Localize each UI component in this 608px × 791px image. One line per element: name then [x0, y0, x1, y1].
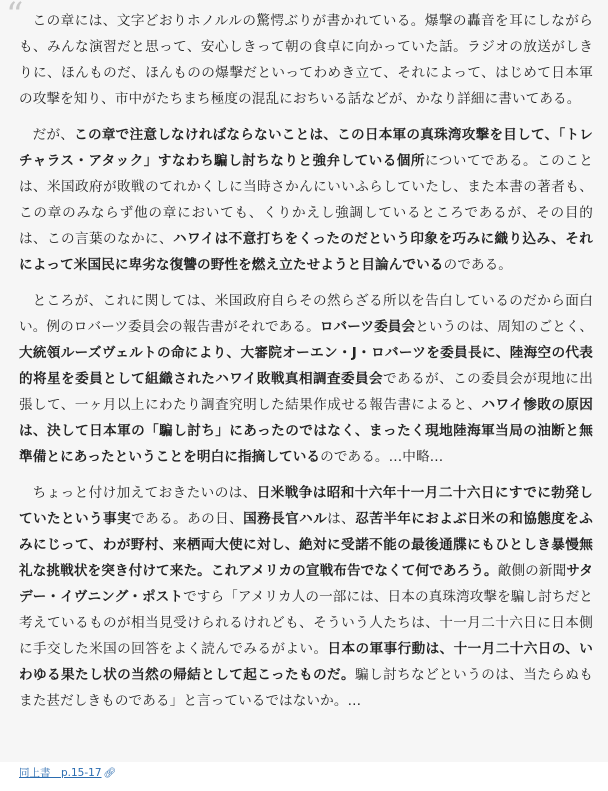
quote-paragraph — [19, 122, 593, 278]
quote-body — [19, 8, 593, 724]
quote-paragraph — [19, 480, 593, 714]
emphasized-text: 忍苦半年におよぶ日米の和協態度をふみにじって、わが野村、来栖両大使に対し、絶対に受諾不能の最後通牒にもひとしき暴慢無礼な挑戦状を突き付けて来た。これアメリカの宣戦布告でなくて何であろう。 — [19, 511, 593, 579]
body-text: ところが、これに関しては、米国政府自らその然らざる所以を告白しているのだから面白い。例のロバーツ委員会の報告書がそれである。 — [19, 293, 593, 335]
source-link[interactable]: 同上書 p.15-17 — [19, 767, 102, 779]
quote-paragraph — [19, 8, 593, 112]
source-citation — [19, 766, 116, 781]
body-text: というのは、周知のごとく、 — [415, 319, 594, 335]
emphasized-text: 日本の軍事行動は、十一月二十六日の、いわゆる果たし状の当然の帰結として起こったものだ。 — [19, 641, 593, 683]
emphasized-text: ロバーツ委員会 — [319, 319, 416, 335]
body-text: は、 — [327, 511, 356, 527]
body-text: 騙し討ちなどというのは、当たらぬもまた甚だしきものである」と言っているではないか。… — [19, 667, 593, 709]
body-text: のである。 — [443, 257, 512, 273]
emphasized-text: サタデー・イヴニング・ポスト — [19, 563, 594, 605]
emphasized-text: 日米戦争は昭和十六年十一月二十六日にすでに勃発していたという事実 — [19, 485, 593, 527]
body-text: だが、 — [32, 127, 75, 143]
body-text: 敵側の新聞 — [497, 563, 567, 579]
emphasized-text: 大統領ルーズヴェルトの命により、大審院オーエン・J・ロバーツを委員長に、陸海空の代表的将星を委員として組織されたハワイ敗戦真相調査委員会 — [19, 345, 593, 387]
quote-mark-icon: “ — [6, 0, 24, 35]
body-text: である。あの日、 — [131, 511, 244, 527]
body-text: ちょっと付け加えておきたいのは、 — [32, 485, 257, 501]
emphasized-text: 国務長官ハル — [243, 511, 328, 527]
quote-paragraph — [19, 288, 593, 470]
emphasized-text: ハワイは不意打ちをくったのだという印象を巧みに織り込み、それによって米国民に卑劣な復讐の野性を燃え立たせようと目論んでいる — [19, 231, 593, 273]
emphasized-text: この章で注意しなければならないことは、この日本軍の真珠湾攻撃を目して、「トレチャラス・アタック」すなわち騙し討ちなりと強弁している個所 — [19, 127, 593, 169]
body-text: についてである。このことは、米国政府が敗戦のてれかくしに当時さかんにいいふらしていたし、また本書の著者も、この章のみならず他の章においても、くりかえし強調しているところであるが、その目的は、この言葉のなかに、 — [19, 153, 593, 247]
body-text: この章には、文字どおりホノルルの驚愕ぶりが書かれている。爆撃の轟音を耳にしながらも、みんな演習だと思って、安心しきって朝の食卓に向かっていた話。ラジオの放送がしきりに、ほんものだ、ほんものの爆撃だといってわめき立て、それによって、はじめて日本軍の攻撃を知り、市中がたちまち極度の混乱におちいる話などが、かなり詳細に書いてある。 — [19, 13, 593, 107]
link-icon[interactable]: 🔗︎ — [103, 768, 117, 779]
body-text: であるが、この委員会が現地に出張して、一ヶ月以上にわたり調査究明した結果作成せる報告書によると、 — [19, 371, 593, 413]
body-text: のである。…中略… — [320, 449, 444, 465]
emphasized-text: ハワイ惨敗の原因は、決して日本軍の「騙し討ち」にあったのではなく、まったく現地陸海軍当局の油断と無準備とにあったということを明白に指摘している — [19, 397, 593, 465]
body-text: ですら「アメリカ人の一部には、日本の真珠湾攻撃を騙し討ちだと考えているものが相当見受けられるけれども、そういう人たちは、十一月二十六日に日本側に手交した米国の回答をよく読んでみるがよい。 — [19, 589, 593, 657]
